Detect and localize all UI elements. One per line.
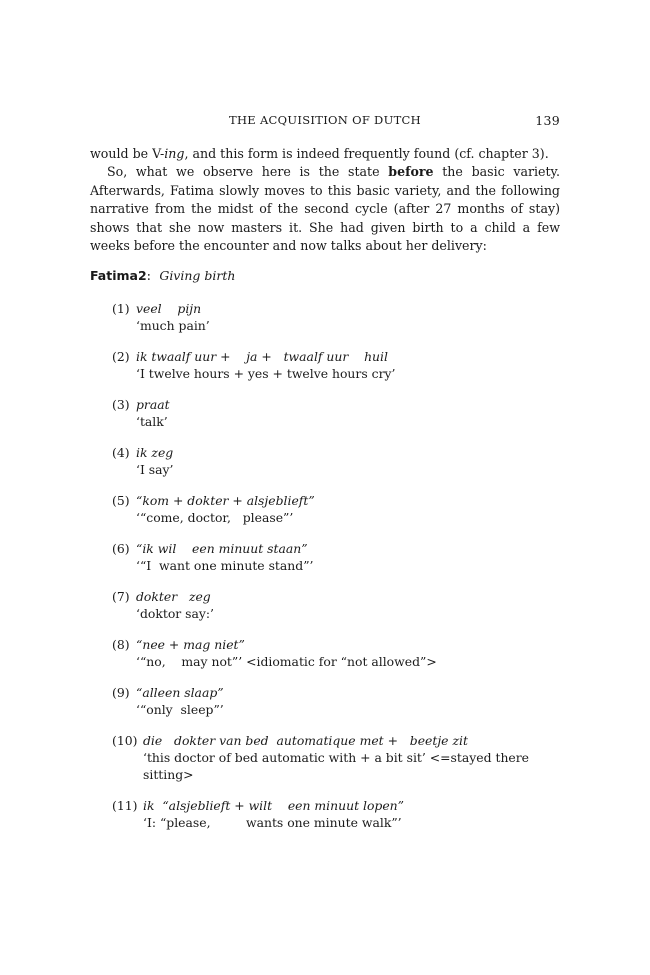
body-text [90,145,560,255]
example-original: veel pijn [136,301,202,316]
example-number: (10) [112,733,138,748]
example-number: (7) [112,589,130,604]
example-original: praat [136,397,170,412]
example-item [112,396,562,430]
example-gloss: ‘“no, may not”’ <idiomatic for “not allowed”> [136,654,437,669]
example-item [112,636,562,670]
example-number: (3) [112,397,130,412]
example-item [112,684,562,718]
example-item [112,588,562,622]
page-number: 139 [535,113,560,128]
example-original: “alleen slaap” [136,685,224,700]
example-gloss: ‘“I want one minute stand”’ [136,558,314,573]
running-title: THE ACQUISITION OF DUTCH [229,113,421,127]
example-gloss: ‘talk’ [136,414,168,429]
example-item [112,732,562,783]
example-original: “ik wil een minuut staan” [136,541,308,556]
example-item [112,348,562,382]
running-header [90,113,560,129]
example-gloss: ‘I say’ [136,462,174,477]
example-number: (2) [112,349,130,364]
paragraph-2 [90,163,560,255]
example-original: dokter zeg [136,589,211,604]
example-number: (4) [112,445,130,460]
example-original: ik “alsjeblieft + wilt een minuut lopen” [143,798,405,813]
example-gloss: ‘I: “please, wants one minute walk”’ [143,815,402,830]
example-item [112,540,562,574]
heading-colon: : [146,269,152,284]
paragraph-1 [90,145,560,163]
paragraph-1-text-a: would be V- [90,146,165,161]
example-number: (11) [112,798,138,813]
example-item [112,300,562,334]
example-gloss: ‘I twelve hours + yes + twelve hours cry’ [136,366,396,381]
example-gloss: ‘this doctor of bed automatic with + a bit sit’ <=stayed there sitting> [143,750,530,782]
example-number: (1) [112,301,130,316]
example-gloss: ‘much pain’ [136,318,210,333]
example-original: ik zeg [136,445,174,460]
paragraph-2-bold: before [388,164,434,180]
example-number: (6) [112,541,130,556]
example-number: (8) [112,637,130,652]
narrative-topic: Giving birth [159,268,236,283]
example-original: “kom + dokter + alsjeblieft” [136,493,315,508]
example-original: die dokter van bed automatique met + beetje zit [143,733,468,748]
example-gloss: ‘“come, doctor, please”’ [136,510,294,525]
example-item [112,797,562,831]
example-number: (5) [112,493,130,508]
speaker-name: Fatima2 [90,268,147,283]
example-item [112,492,562,526]
example-original: ik twaalf uur + ja + twaalf uur huil [136,349,388,364]
paragraph-1-text-b: , and this form is indeed frequently found (cf. chapter 3). [184,146,549,161]
example-original: “nee + mag niet” [136,637,245,652]
paragraph-2-text-a: So, what we observe here is the state [107,164,389,180]
example-item [112,444,562,478]
example-heading [90,267,235,286]
example-gloss: ‘doktor say:’ [136,606,214,621]
paragraph-1-italic: ing [164,146,185,161]
example-number: (9) [112,685,130,700]
paragraph-2-text-b: the basic variety. Afterwards, Fatima slowly moves to this basic variety, and the following narrative from the midst of the second cycle (after 27 months of stay) shows that she now masters it. She had given birth to a child a few weeks before the encounter and now talks about her delivery: [90,164,560,254]
example-list [112,300,562,845]
example-gloss: ‘“only sleep”’ [136,702,224,717]
